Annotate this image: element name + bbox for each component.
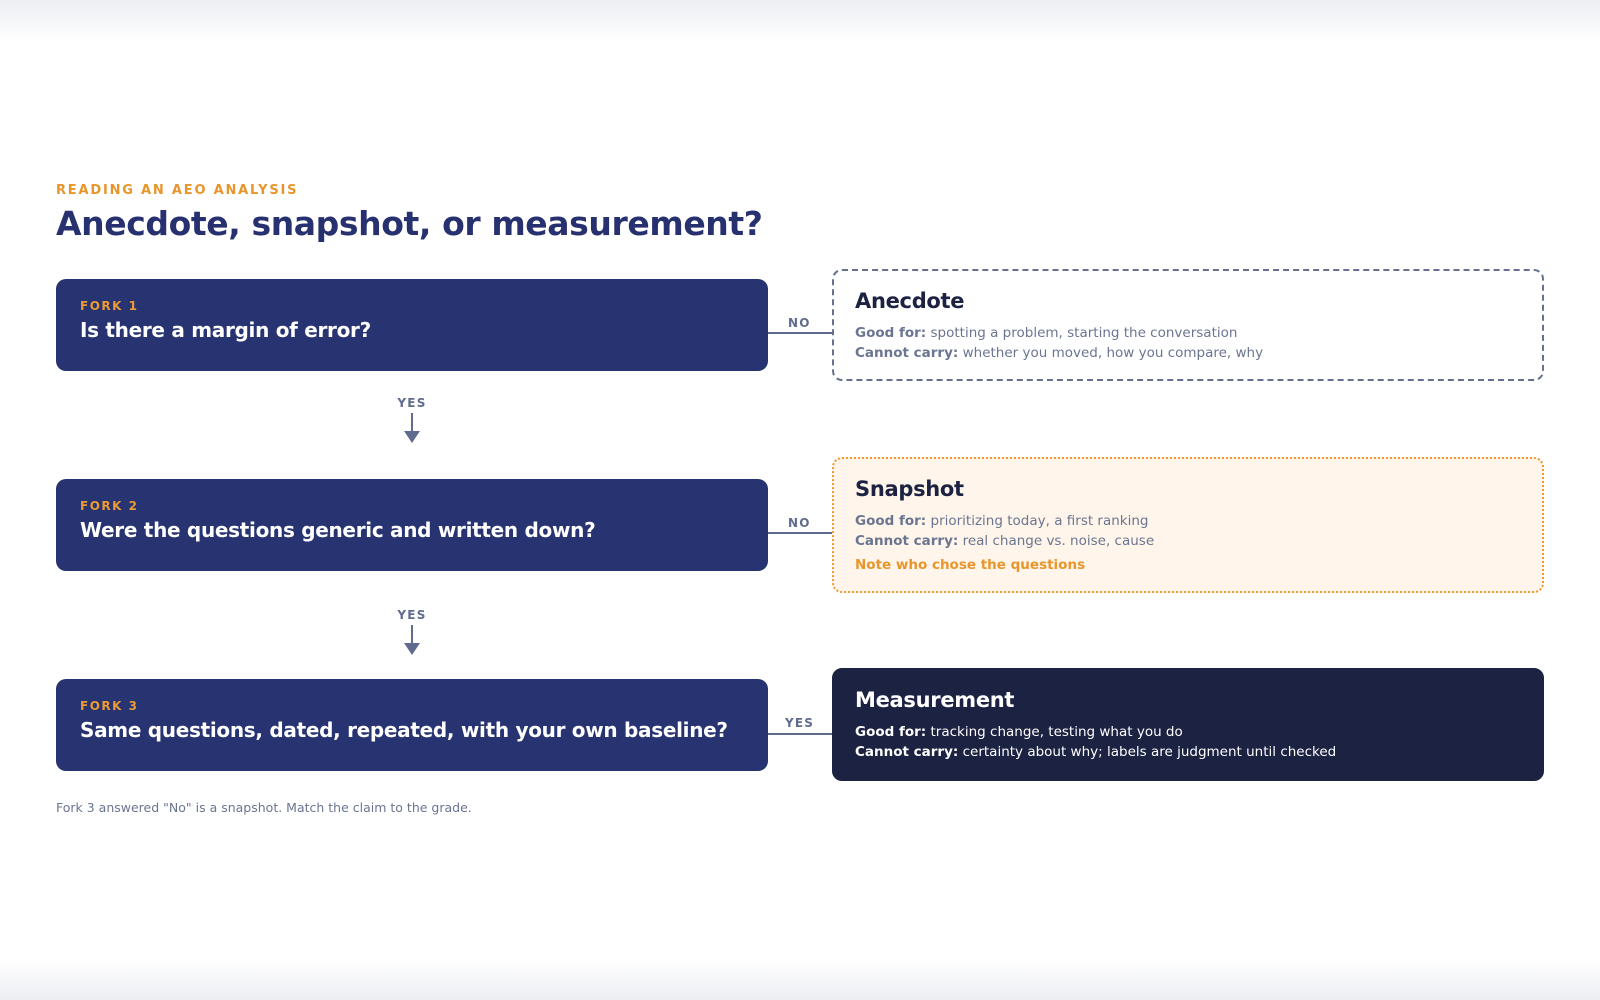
anecdote-cannot-carry-label: Cannot carry: bbox=[855, 345, 959, 361]
eyebrow-label: READING AN AEO ANALYSIS bbox=[56, 183, 299, 198]
down-arrow-1-head bbox=[404, 431, 420, 443]
outcome-anecdote bbox=[832, 269, 1544, 381]
fork-2-no-connector bbox=[768, 532, 832, 534]
top-fade bbox=[0, 0, 1600, 42]
fork-3-question: Same questions, dated, repeated, with your own baseline? bbox=[80, 718, 728, 742]
fork-2-question: Were the questions generic and written down? bbox=[80, 518, 596, 542]
footnote: Fork 3 answered "No" is a snapshot. Match the claim to the grade. bbox=[56, 800, 472, 815]
fork-3-node bbox=[56, 679, 768, 771]
down-arrow-1-line bbox=[411, 413, 413, 433]
fork-2-branch-label: NO bbox=[788, 516, 811, 530]
fork-2-label: FORK 2 bbox=[80, 499, 139, 513]
snapshot-good-for-text: prioritizing today, a first ranking bbox=[930, 513, 1149, 529]
page-title: Anecdote, snapshot, or measurement? bbox=[56, 204, 763, 243]
fork-1-no-connector bbox=[768, 332, 832, 334]
anecdote-title: Anecdote bbox=[855, 289, 965, 313]
measurement-cannot-carry-text: certainty about why; labels are judgment until checked bbox=[962, 744, 1337, 760]
snapshot-good-for-line bbox=[855, 511, 1521, 531]
bottom-fade bbox=[0, 958, 1600, 1000]
fork-3-label: FORK 3 bbox=[80, 699, 139, 713]
outcome-measurement bbox=[832, 668, 1544, 781]
fork-3-yes-connector bbox=[768, 733, 832, 735]
measurement-good-for-line bbox=[855, 722, 1521, 742]
down-arrow-2-label: YES bbox=[397, 608, 427, 622]
measurement-title: Measurement bbox=[855, 688, 1015, 712]
anecdote-cannot-carry-line bbox=[855, 343, 1521, 363]
down-arrow-2-line bbox=[411, 625, 413, 645]
measurement-cannot-carry-line bbox=[855, 742, 1521, 762]
fork-3-branch-label: YES bbox=[785, 716, 815, 730]
fork-1-branch-label: NO bbox=[788, 316, 811, 330]
measurement-cannot-carry-label: Cannot carry: bbox=[855, 744, 959, 760]
fork-1-label: FORK 1 bbox=[80, 299, 139, 313]
fork-2-node bbox=[56, 479, 768, 571]
snapshot-title: Snapshot bbox=[855, 477, 964, 501]
down-arrow-1-label: YES bbox=[397, 396, 427, 410]
snapshot-cannot-carry-line bbox=[855, 531, 1521, 551]
measurement-good-for-text: tracking change, testing what you do bbox=[930, 724, 1183, 740]
snapshot-cannot-carry-label: Cannot carry: bbox=[855, 533, 959, 549]
snapshot-cannot-carry-text: real change vs. noise, cause bbox=[962, 533, 1155, 549]
down-arrow-2-head bbox=[404, 643, 420, 655]
outcome-snapshot bbox=[832, 457, 1544, 593]
anecdote-good-for-label: Good for: bbox=[855, 325, 927, 341]
anecdote-good-for-text: spotting a problem, starting the conversation bbox=[930, 325, 1238, 341]
fork-1-node bbox=[56, 279, 768, 371]
measurement-good-for-label: Good for: bbox=[855, 724, 927, 740]
fork-1-question: Is there a margin of error? bbox=[80, 318, 371, 342]
snapshot-note: Note who chose the questions bbox=[855, 557, 1086, 573]
anecdote-cannot-carry-text: whether you moved, how you compare, why bbox=[962, 345, 1264, 361]
snapshot-good-for-label: Good for: bbox=[855, 513, 927, 529]
anecdote-good-for-line bbox=[855, 323, 1521, 343]
